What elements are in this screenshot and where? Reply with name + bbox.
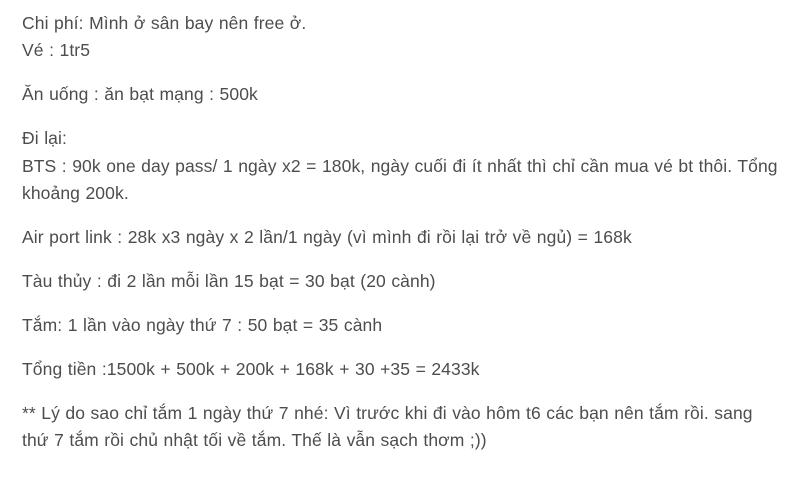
paragraph-boat: Tàu thủy : đi 2 lần mỗi lần 15 bạt = 30 bạt (20 cành) [22,270,436,291]
paragraph-massage: Tắm: 1 lần vào ngày thứ 7 : 50 bạt = 35 cành [22,315,383,335]
paragraph-total: Tổng tiền :1500k + 500k + 200k + 168k + 30 +35 = 2433k [22,359,480,380]
paragraph-cost-intro: Chi phí: Mình ở sân bay nên free ở. [22,13,307,33]
paragraph-transport-heading: Đi lại: [22,128,67,149]
paragraph-note: ** Lý do sao chỉ tắm 1 ngày thứ 7 nhé: Vì trước khi đi vào hôm t6 các bạn nên tắm rồi. sang thứ 7 tắm rồi chủ nhật tối về tắm. Thế là vẫn sạch thơm ;)) [22,403,753,451]
paragraph-bts: BTS : 90k one day pass/ 1 ngày x2 = 180k, ngày cuối đi ít nhất thì chỉ cần mua vé bt thôi. Tổng khoảng 200k. [22,155,778,203]
paragraph-ticket: Vé : 1tr5 [22,40,91,61]
paragraph-food: Ăn uống : ăn bạt mạng : 500k [22,84,258,105]
paragraph-airport-link: Air port link : 28k x3 ngày x 2 lần/1 ngày (vì mình đi rồi lại trở về ngủ) = 168k [22,226,632,247]
